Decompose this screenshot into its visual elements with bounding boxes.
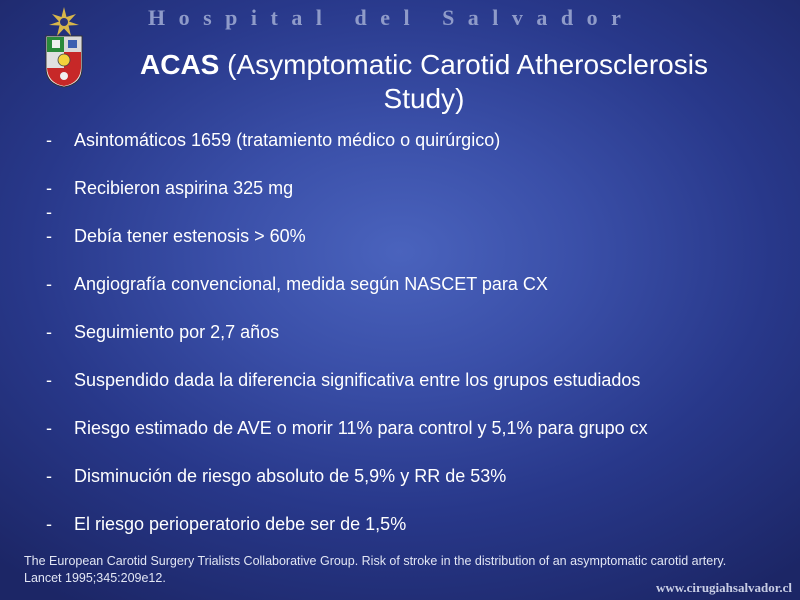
bullet-dash: - xyxy=(46,514,52,534)
bullet-text: Disminución de riesgo absoluto de 5,9% y RR de 53% xyxy=(74,466,507,486)
reference-line-1: The European Carotid Surgery Trialists Collaborative Group. Risk of stroke in the distribution of an asymptomatic carotid artery. xyxy=(24,554,727,568)
university-shield-icon xyxy=(44,34,84,88)
title-description: (Asymptomatic Carotid Atherosclerosis Study) xyxy=(219,49,708,114)
bullet-dash: - xyxy=(46,202,52,222)
bullet-dash: - xyxy=(46,274,52,294)
website-link[interactable]: www.cirugiahsalvador.cl xyxy=(655,580,792,595)
bullet-text: Suspendido dada la diferencia significativa entre los grupos estudiados xyxy=(74,370,641,390)
bullet-text: Seguimiento por 2,7 años xyxy=(74,322,280,342)
bullet-dash: - xyxy=(46,466,52,486)
bullet-text: Debía tener estenosis > 60% xyxy=(74,226,306,246)
bullet-dash: - xyxy=(46,418,52,438)
bullet-dash: - xyxy=(46,226,52,246)
bullet-text: Recibieron aspirina 325 mg xyxy=(74,178,294,198)
bullet-dash: - xyxy=(46,322,52,342)
bullet-text: Riesgo estimado de AVE o morir 11% para control y 5,1% para grupo cx xyxy=(74,418,648,438)
bullet-text: El riesgo perioperatorio debe ser de 1,5% xyxy=(74,514,407,534)
bullet-text: Angiografía convencional, medida según NASCET para CX xyxy=(74,274,548,294)
bullet-dash: - xyxy=(46,178,52,198)
title-acronym: ACAS xyxy=(140,49,220,80)
reference-line-2: Lancet 1995;345:209e12. xyxy=(24,571,166,585)
bullet-text: Asintomáticos 1659 (tratamiento médico o quirúrgico) xyxy=(74,130,501,150)
bullet-dash: - xyxy=(46,130,52,150)
hospital-name-header: Hospital del Salvador xyxy=(148,5,635,30)
bullet-dash: - xyxy=(46,370,52,390)
slide-title xyxy=(96,48,752,116)
